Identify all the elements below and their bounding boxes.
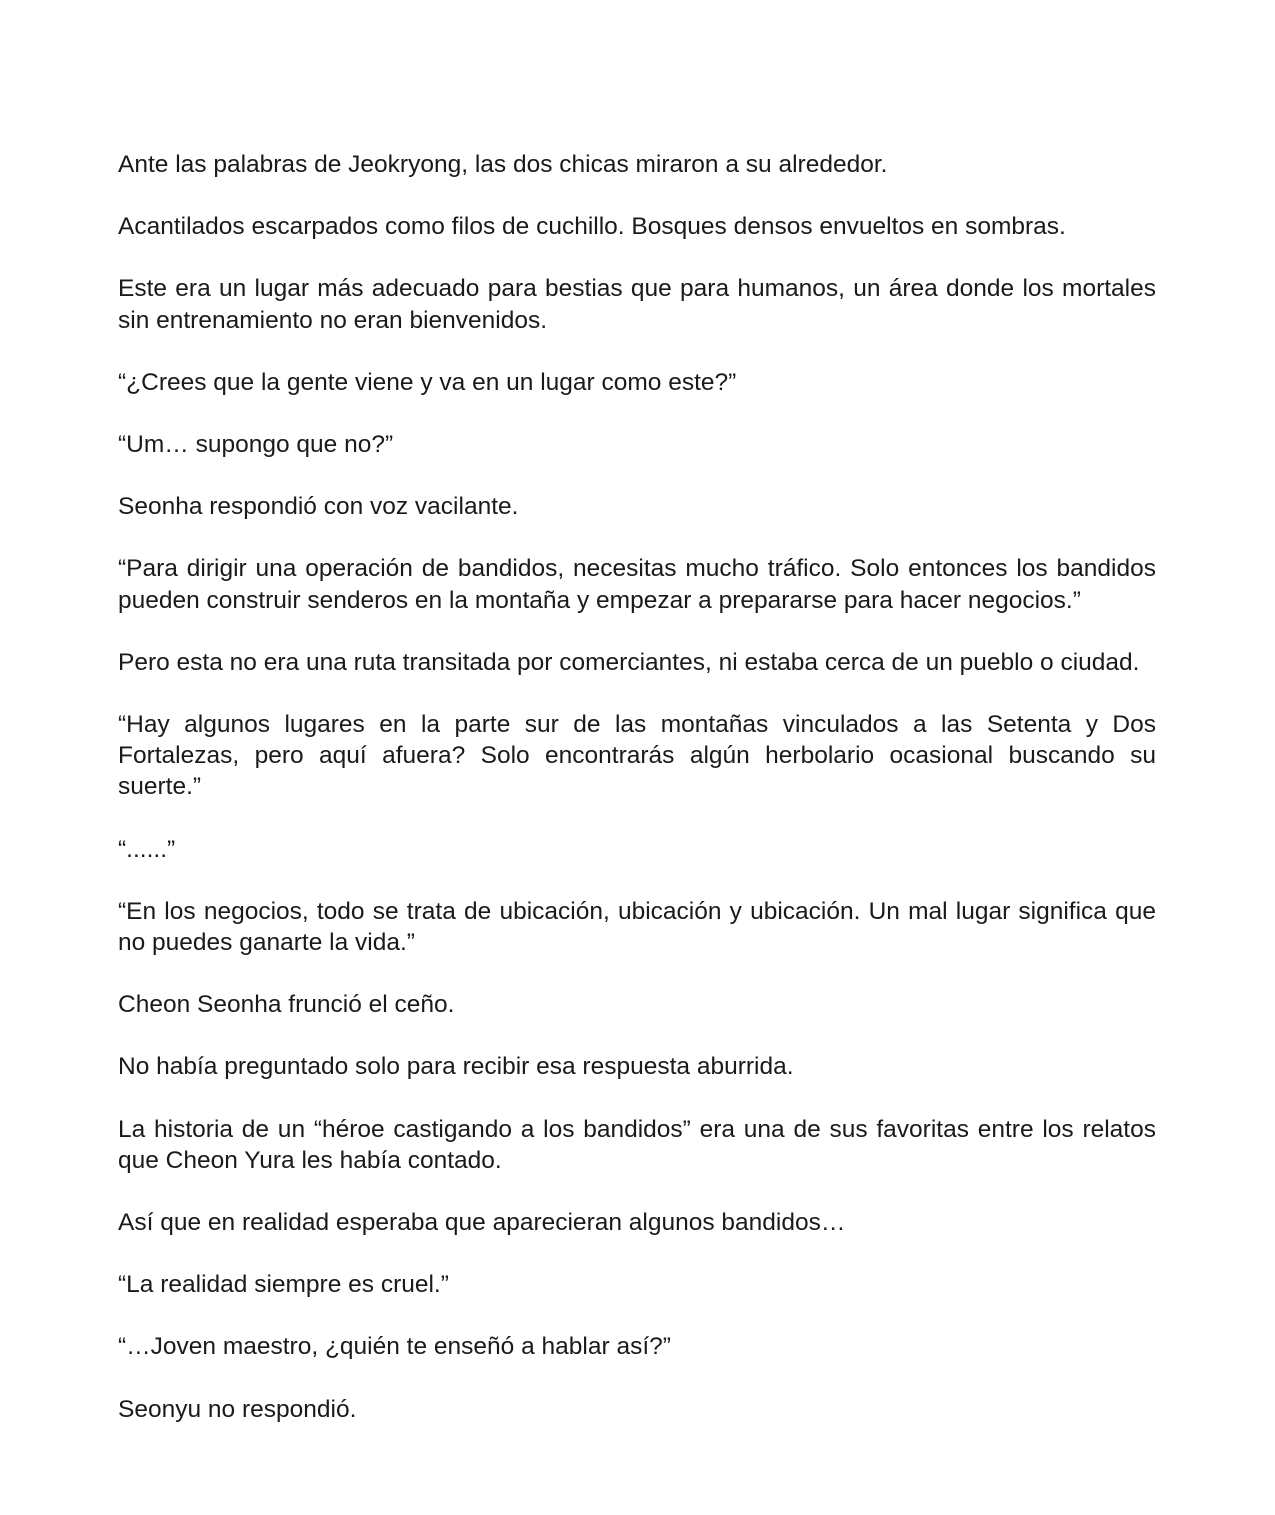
paragraph: Seonha respondió con voz vacilante. [118,493,519,521]
document-body [118,149,1156,1456]
paragraph: “......” [118,835,176,863]
paragraph: Cheon Seonha frunció el ceño. [118,991,455,1019]
paragraph: Este era un lugar más adecuado para bestias que para humanos, un área donde los mortales sin entrenamiento no eran bienvenidos. [118,275,1156,334]
paragraph: Así que en realidad esperaba que aparecieran algunos bandidos… [118,1209,846,1237]
paragraph: “…Joven maestro, ¿quién te enseñó a hablar así?” [118,1333,671,1361]
paragraph: “Hay algunos lugares en la parte sur de las montañas vinculados a las Setenta y Dos Fortalezas, pero aquí afuera? Solo encontrarás algún herbolario ocasional buscando su suerte.” [118,711,1156,801]
paragraph: La historia de un “héroe castigando a los bandidos” era una de sus favoritas entre los relatos que Cheon Yura les había contado. [118,1115,1156,1174]
paragraph: Pero esta no era una ruta transitada por comerciantes, ni estaba cerca de un pueblo o ciudad. [118,648,1140,676]
paragraph: Ante las palabras de Jeokryong, las dos chicas miraron a su alrededor. [118,151,888,178]
paragraph: “En los negocios, todo se trata de ubicación, ubicación y ubicación. Un mal lugar significa que no puedes ganarte la vida.” [118,897,1156,957]
paragraph: Acantilados escarpados como filos de cuchillo. Bosques densos envueltos en sombras. [118,213,1066,241]
paragraph: No había preguntado solo para recibir esa respuesta aburrida. [118,1053,794,1081]
paragraph: “Um… supongo que no?” [118,431,394,459]
paragraph: “Para dirigir una operación de bandidos, necesitas mucho tráfico. Solo entonces los bandidos pueden construir senderos en la montaña y empezar a prepararse para hacer negocios.” [118,555,1156,614]
paragraph: “¿Crees que la gente viene y va en un lugar como este?” [118,368,737,396]
paragraph: Seonyu no respondió. [118,1395,357,1423]
paragraph: “La realidad siempre es cruel.” [118,1271,449,1299]
